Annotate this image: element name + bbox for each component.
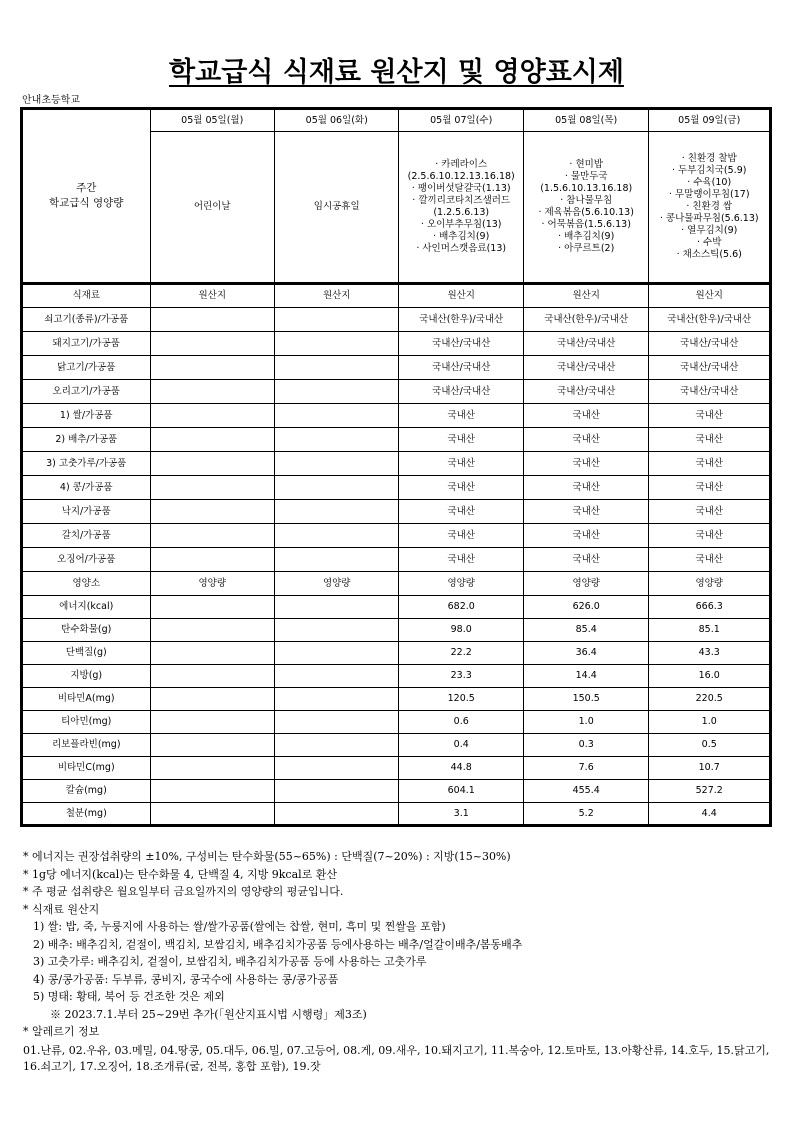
origin-row-value <box>150 452 274 476</box>
nutrient-row-value <box>274 619 398 642</box>
origin-row <box>22 308 771 332</box>
menu-item: · 제육볶음(5.6.10.13) <box>538 207 634 218</box>
menu-item: 임시공휴일 <box>313 201 360 212</box>
nutrient-row-label: 칼슘(mg) <box>22 780 151 803</box>
origin-row-value: 국내산/국내산 <box>649 332 771 356</box>
nutrient-header-row <box>22 572 771 596</box>
origin-note-title: * 식재료 원산지 <box>23 902 100 916</box>
nutrient-header-value: 영양량 <box>399 572 523 596</box>
menu-item: · 아쿠르트(2) <box>558 243 615 254</box>
origin-row-value <box>274 404 398 428</box>
origin-row <box>22 524 771 548</box>
nutrient-row-value: 1.0 <box>649 711 771 734</box>
menu-item: · 채소스틱(5.6) <box>676 249 742 260</box>
origin-note-item: 3) 고춧가루: 배추김치, 겉절이, 보쌈김치, 배추김치가공품 등에 사용하는 고춧가루 <box>33 955 427 968</box>
nutrient-header-value: 영양량 <box>150 572 274 596</box>
nutrient-row-value: 0.3 <box>523 734 649 757</box>
nutrient-row-value <box>150 596 274 619</box>
origin-section <box>22 308 771 572</box>
nutrient-row-label: 에너지(kcal) <box>22 596 151 619</box>
origin-header-value: 원산지 <box>649 284 771 308</box>
nutrient-row-value <box>274 734 398 757</box>
nutrient-row-value: 14.4 <box>523 665 649 688</box>
origin-row-value <box>150 524 274 548</box>
origin-row-value <box>150 476 274 500</box>
origin-header-value: 원산지 <box>274 284 398 308</box>
origin-row-value <box>274 500 398 524</box>
date-cell: 05월 08일(목) <box>523 109 649 132</box>
origin-header-value: 원산지 <box>523 284 649 308</box>
nutrient-row-value: 3.1 <box>399 803 523 826</box>
allergy-list: 01.난류, 02.우유, 03.메밀, 04.땅콩, 05.대두, 06.밀, 07.고등어, 08.게, 09.새우, 10.돼지고기, 11.복숭아, 12.토마토, 13.아황산류, 14.호두, 15.닭고기, 16.쇠고기, 17.오징어, 18.조개류(굴, 전복, 홍합 포함), 19.잣 <box>23 1043 770 1073</box>
origin-row-value <box>150 308 274 332</box>
menu-item: 어린이날 <box>193 201 231 212</box>
menu-item: · 친환경 찰밥 <box>681 153 737 164</box>
nutrient-row <box>22 734 771 757</box>
nutrient-row-value <box>274 642 398 665</box>
nutrient-row-value: 43.3 <box>649 642 771 665</box>
menu-item: · 깔끼리코타치즈샐러드 <box>412 195 511 206</box>
origin-row-value <box>274 332 398 356</box>
origin-row-value: 국내산/국내산 <box>399 332 523 356</box>
page-title: 학교급식 식재료 원산지 및 영양표시제 <box>169 57 624 88</box>
origin-note-item: 1) 쌀: 밥, 죽, 누룽지에 사용하는 쌀/쌀가공품(쌀에는 찹쌀, 현미, 흑미 및 찐쌀을 포함) <box>33 920 446 933</box>
origin-row-value: 국내산/국내산 <box>399 380 523 404</box>
origin-row-value: 국내산 <box>523 524 649 548</box>
origin-header-label: 식재료 <box>22 284 151 308</box>
origin-row-value: 국내산 <box>523 428 649 452</box>
origin-row-value: 국내산(한우)/국내산 <box>399 308 523 332</box>
date-cell: 05월 09일(금) <box>649 109 771 132</box>
origin-row-value: 국내산 <box>399 404 523 428</box>
date-cell: 05월 05일(월) <box>150 109 274 132</box>
menu-item: · 무말랭이무침(17) <box>668 189 750 200</box>
nutrient-row-label: 비타민C(mg) <box>22 757 151 780</box>
origin-added-note: ※ 2023.7.1.부터 25~29번 추가(「원산지표시법 시행령」제3조) <box>50 1007 367 1021</box>
nutrient-row <box>22 642 771 665</box>
menu-item: · 참나물무침 <box>560 195 613 206</box>
origin-row-value: 국내산 <box>649 500 771 524</box>
nutrient-row <box>22 619 771 642</box>
origin-row-value <box>150 404 274 428</box>
origin-row-value: 국내산 <box>649 548 771 572</box>
nutrient-header-value: 영양량 <box>649 572 771 596</box>
date-cell: 05월 07일(수) <box>399 109 523 132</box>
origin-row-value: 국내산 <box>399 452 523 476</box>
origin-row-value: 국내산/국내산 <box>523 380 649 404</box>
average-note: * 주 평균 섭취량은 월요일부터 금요일까지의 영양량의 평균입니다. <box>23 885 344 898</box>
nutrient-row-value: 22.2 <box>399 642 523 665</box>
nutrient-row-value: 85.4 <box>523 619 649 642</box>
nutrient-row-label: 단백질(g) <box>22 642 151 665</box>
menu-item: · 친환경 쌈 <box>686 201 733 212</box>
origin-row-value: 국내산 <box>399 428 523 452</box>
origin-row-value: 국내산/국내산 <box>649 356 771 380</box>
weekly-label: 주간 <box>76 182 97 194</box>
menu-item: · 카레라이스 <box>435 159 488 170</box>
menu-item: · 수육(10) <box>687 177 732 188</box>
nutrient-row <box>22 780 771 803</box>
origin-header-value: 원산지 <box>150 284 274 308</box>
origin-row <box>22 380 771 404</box>
origin-row-value <box>274 452 398 476</box>
nutrient-row-label: 철분(mg) <box>22 803 151 826</box>
nutrient-row-value: 455.4 <box>523 780 649 803</box>
nutrient-row-value <box>150 688 274 711</box>
nutrient-section <box>22 596 771 826</box>
origin-row-value: 국내산 <box>649 452 771 476</box>
energy-note: * 에너지는 권장섭취량의 ±10%, 구성비는 탄수화물(55~65%) : 단백질(7~20%) : 지방(15~30%) <box>23 850 511 863</box>
origin-row-value <box>150 356 274 380</box>
nutrient-row-label: 리보플라빈(mg) <box>22 734 151 757</box>
weekly-nutrition-label: 학교급식 영양량 <box>49 197 124 209</box>
nutrient-row-value <box>274 803 398 826</box>
menu-item: · 현미밥 <box>569 159 603 170</box>
conversion-note: * 1g당 에너지(kcal)는 탄수화물 4, 단백질 4, 지방 9kcal로 환산 <box>23 867 338 881</box>
origin-row <box>22 428 771 452</box>
date-cell: 05월 06일(화) <box>274 109 398 132</box>
nutrient-row-value: 666.3 <box>649 596 771 619</box>
menu-cell <box>399 132 523 284</box>
origin-row <box>22 356 771 380</box>
nutrient-row-value: 5.2 <box>523 803 649 826</box>
nutrient-row-value <box>150 711 274 734</box>
origin-row-value <box>274 356 398 380</box>
origin-row-value: 국내산 <box>399 524 523 548</box>
origin-row-value: 국내산 <box>523 500 649 524</box>
date-header-row <box>22 109 771 132</box>
origin-row-label: 2) 배추/가공품 <box>22 428 151 452</box>
nutrient-row-value: 7.6 <box>523 757 649 780</box>
menu-item: · 오이부추무침(13) <box>420 219 502 230</box>
nutrient-row-value <box>150 734 274 757</box>
nutrient-row-value <box>150 642 274 665</box>
origin-row-value: 국내산 <box>649 428 771 452</box>
origin-row-value <box>274 428 398 452</box>
origin-note-item: 4) 콩/콩가공품: 두부류, 콩비지, 콩국수에 사용하는 콩/콩가공품 <box>33 972 339 986</box>
nutrient-row-value <box>150 757 274 780</box>
origin-row-label: 낙지/가공품 <box>22 500 151 524</box>
origin-row-value: 국내산/국내산 <box>523 332 649 356</box>
weekly-label-cell <box>22 109 151 284</box>
origin-row-value <box>150 500 274 524</box>
nutrient-row-value <box>274 711 398 734</box>
nutrient-row <box>22 757 771 780</box>
origin-row-value: 국내산 <box>523 452 649 476</box>
origin-row-value <box>274 524 398 548</box>
nutrient-row <box>22 665 771 688</box>
nutrient-row-value: 36.4 <box>523 642 649 665</box>
nutrient-row-value: 16.0 <box>649 665 771 688</box>
menu-item: · 물만두국 <box>564 171 608 182</box>
origin-row-value: 국내산 <box>523 476 649 500</box>
nutrient-row-value <box>150 665 274 688</box>
nutrient-row-value: 85.1 <box>649 619 771 642</box>
origin-row-label: 오리고기/가공품 <box>22 380 151 404</box>
nutrient-row-value: 150.5 <box>523 688 649 711</box>
origin-row-value <box>150 548 274 572</box>
menu-item: · 사인머스캣음료(13) <box>416 243 507 254</box>
menu-item: · 배추김치(9) <box>558 231 615 242</box>
nutrient-row <box>22 688 771 711</box>
nutrient-row-value <box>150 780 274 803</box>
nutrient-row-value: 98.0 <box>399 619 523 642</box>
origin-row <box>22 500 771 524</box>
menu-item: · 열무김치(9) <box>681 225 738 236</box>
origin-row-label: 1) 쌀/가공품 <box>22 404 151 428</box>
menu-cell <box>523 132 649 284</box>
nutrient-row-value <box>274 688 398 711</box>
nutrient-row-value: 604.1 <box>399 780 523 803</box>
nutrient-row-value <box>274 665 398 688</box>
origin-row-value <box>150 380 274 404</box>
notes-section <box>23 848 773 1075</box>
origin-row-value: 국내산/국내산 <box>523 356 649 380</box>
origin-row-value: 국내산/국내산 <box>399 356 523 380</box>
origin-row-value <box>274 476 398 500</box>
nutrient-row-value: 4.4 <box>649 803 771 826</box>
nutrient-row-value: 1.0 <box>523 711 649 734</box>
nutrient-row-label: 지방(g) <box>22 665 151 688</box>
nutrient-row-label: 탄수화물(g) <box>22 619 151 642</box>
nutrient-row-value: 220.5 <box>649 688 771 711</box>
origin-row-label: 4) 콩/가공품 <box>22 476 151 500</box>
origin-row <box>22 548 771 572</box>
origin-row-value <box>274 308 398 332</box>
nutrient-row-value: 10.7 <box>649 757 771 780</box>
origin-row-value: 국내산(한우)/국내산 <box>649 308 771 332</box>
origin-row-value: 국내산 <box>523 404 649 428</box>
nutrient-header-value: 영양량 <box>523 572 649 596</box>
nutrient-row-value: 527.2 <box>649 780 771 803</box>
allergy-title: * 알레르기 정보 <box>23 1025 100 1038</box>
meal-table <box>20 107 772 827</box>
nutrient-row-value: 0.4 <box>399 734 523 757</box>
nutrient-header-label: 영양소 <box>22 572 151 596</box>
menu-cell <box>274 132 398 284</box>
origin-row <box>22 332 771 356</box>
nutrient-row-value <box>150 803 274 826</box>
origin-header-value: 원산지 <box>399 284 523 308</box>
menu-item: · 어묵볶음(1.5.6.13) <box>541 219 631 230</box>
origin-row-value: 국내산 <box>649 404 771 428</box>
menu-item: · 팽이버섯달걀국(1.13) <box>411 183 511 194</box>
origin-row-label: 갈치/가공품 <box>22 524 151 548</box>
nutrient-row <box>22 803 771 826</box>
origin-row-value: 국내산(한우)/국내산 <box>523 308 649 332</box>
origin-row-value: 국내산 <box>649 524 771 548</box>
origin-row <box>22 476 771 500</box>
origin-row-value: 국내산 <box>399 548 523 572</box>
menu-item: (1.5.6.10.13.16.18) <box>540 183 633 194</box>
origin-row-value <box>150 428 274 452</box>
origin-row-value: 국내산 <box>523 548 649 572</box>
origin-row-value <box>274 380 398 404</box>
origin-row-value: 국내산/국내산 <box>649 380 771 404</box>
origin-row-label: 닭고기/가공품 <box>22 356 151 380</box>
nutrient-row <box>22 596 771 619</box>
nutrient-row-value: 0.5 <box>649 734 771 757</box>
menu-item: (2.5.6.10.12.13.16.18) <box>407 171 515 182</box>
menu-item: · 배추김치(9) <box>433 231 490 242</box>
nutrient-row-value: 44.8 <box>399 757 523 780</box>
school-name: 안내초등학교 <box>22 95 80 106</box>
nutrient-row-value: 0.6 <box>399 711 523 734</box>
origin-row-value <box>274 548 398 572</box>
origin-note-item: 2) 배추: 배추김치, 겉절이, 백김치, 보쌈김치, 배추김치가공품 등에사용하는 배추/얼갈이배추/봄동배추 <box>33 937 523 951</box>
origin-row-label: 쇠고기(종류)/가공품 <box>22 308 151 332</box>
origin-row-value: 국내산 <box>399 476 523 500</box>
nutrient-row-value <box>274 780 398 803</box>
nutrient-row-value: 626.0 <box>523 596 649 619</box>
menu-item: (1.2.5.6.13) <box>433 207 490 218</box>
origin-row <box>22 452 771 476</box>
origin-row-value: 국내산 <box>649 476 771 500</box>
origin-row-label: 3) 고춧가루/가공품 <box>22 452 151 476</box>
nutrient-row-value <box>274 757 398 780</box>
menu-cell <box>150 132 274 284</box>
nutrient-row-label: 비타민A(mg) <box>22 688 151 711</box>
origin-row-label: 돼지고기/가공품 <box>22 332 151 356</box>
nutrient-row <box>22 711 771 734</box>
menu-item: · 두부김치국(5.9) <box>672 165 747 176</box>
nutrient-header-value: 영양량 <box>274 572 398 596</box>
nutrient-row-label: 티아민(mg) <box>22 711 151 734</box>
nutrient-row-value <box>274 596 398 619</box>
origin-header-row <box>22 284 771 308</box>
menu-cell <box>649 132 771 284</box>
nutrient-row-value: 682.0 <box>399 596 523 619</box>
nutrient-row-value: 23.3 <box>399 665 523 688</box>
origin-row-value <box>150 332 274 356</box>
origin-row-label: 오징어/가공품 <box>22 548 151 572</box>
nutrient-row-value: 120.5 <box>399 688 523 711</box>
nutrient-row-value <box>150 619 274 642</box>
menu-item: · 콩나물파무침(5.6.13) <box>659 213 759 224</box>
origin-note-item: 5) 명태: 황태, 북어 등 건조한 것은 제외 <box>33 990 225 1003</box>
origin-row-value: 국내산 <box>399 500 523 524</box>
menu-item: · 수박 <box>697 237 722 248</box>
origin-row <box>22 404 771 428</box>
